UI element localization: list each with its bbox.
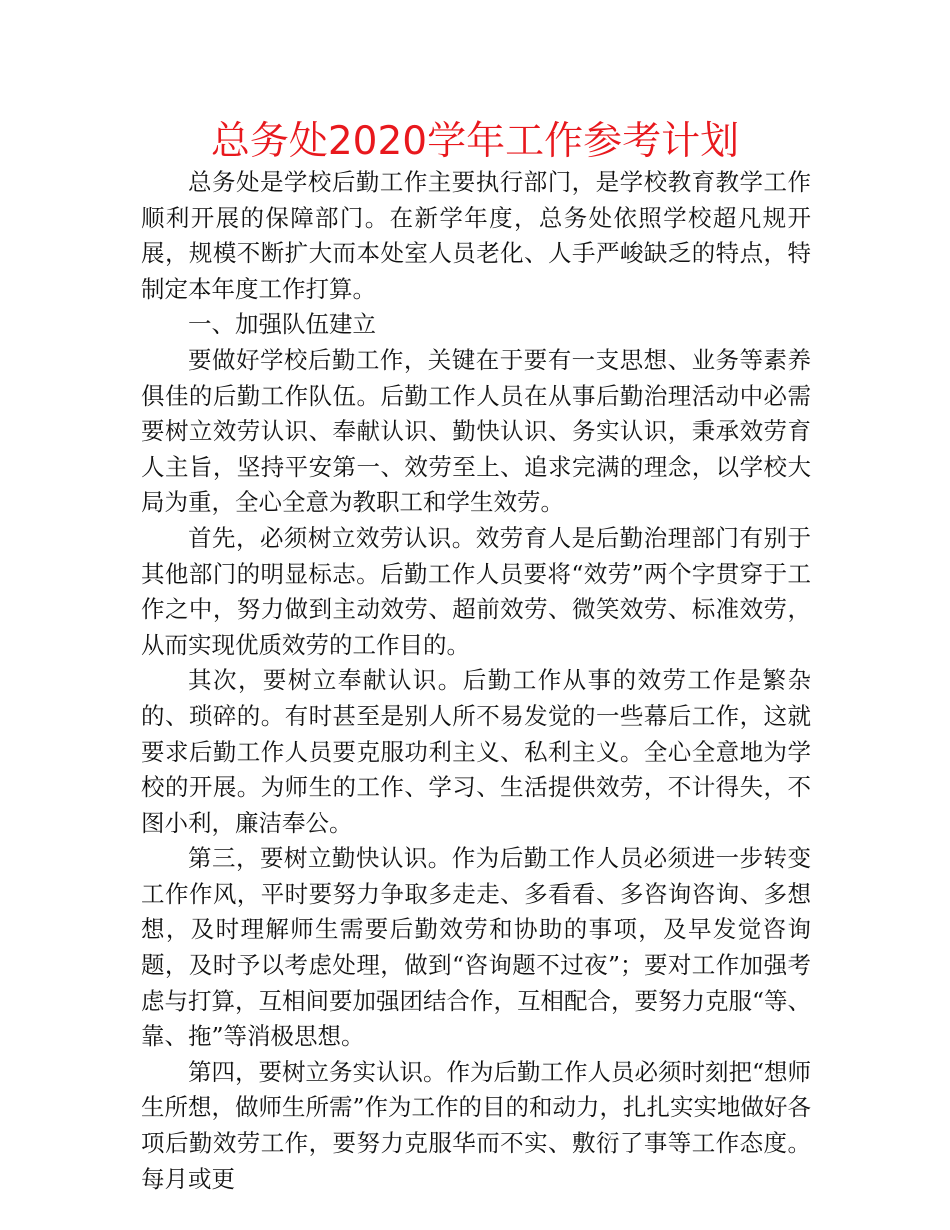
paragraph: 首先，必须树立效劳认识。效劳育人是后勤治理部门有别于其他部门的明显标志。后勤工作人员要将“效劳”两个字贯穿于工作之中，努力做到主动效劳、超前效劳、微笑效劳、标准效劳，从而实现优质效劳的工作目的。 bbox=[141, 523, 811, 659]
paragraph: 第四，要树立务实认识。作为后勤工作人员必须时刻把“想师生所想，做师生所需”作为工作的目的和动力，扎扎实实地做好各项后勤效劳工作，要努力克服华而不实、敷衍了事等工作态度。每月或更 bbox=[141, 1057, 812, 1193]
document-body bbox=[141, 165, 811, 1197]
paragraph: 要做好学校后勤工作，关键在于要有一支思想、业务等素养俱佳的后勤工作队伍。后勤工作人员在从事后勤治理活动中必需要树立效劳认识、奉献认识、勤快认识、务实认识，秉承效劳育人主旨，坚持平安第一、效劳至上、追求完满的理念，以学校大局为重，全心全意为教职工和学生效劳。 bbox=[141, 345, 811, 517]
paragraph: 其次，要树立奉献认识。后勤工作从事的效劳工作是繁杂的、琐碎的。有时甚至是别人所不易发觉的一些幕后工作，这就要求后勤工作人员要克服功利主义、私利主义。全心全意地为学校的开展。为师生的工作、学习、生活提供效劳，不计得失，不图小利，廉洁奉公。 bbox=[141, 666, 811, 837]
paragraph: 第三，要树立勤快认识。作为后勤工作人员必须进一步转变工作作风，平时要努力争取多走走、多看看、多咨询咨询、多想想，及时理解师生需要后勤效劳和协助的事项，及早发觉咨询题，及时予以考虑处理，做到“咨询题不过夜”；要对工作加强考虑与打算，互相间要加强团结合作，互相配合，要努力克服“等、靠、拖”等消极思想。 bbox=[141, 844, 812, 1051]
section-heading: 一、加强队伍建立 bbox=[188, 310, 376, 339]
paragraph-intro: 总务处是学校后勤工作主要执行部门，是学校教育教学工作顺利开展的保障部门。在新学年度，总务处依照学校超凡规开展，规模不断扩大而本处室人员老化、人手严峻缺乏的特点，特制定本年度工作打算。 bbox=[141, 168, 811, 303]
document-title: 总务处2020学年工作参考计划 bbox=[210, 119, 740, 164]
